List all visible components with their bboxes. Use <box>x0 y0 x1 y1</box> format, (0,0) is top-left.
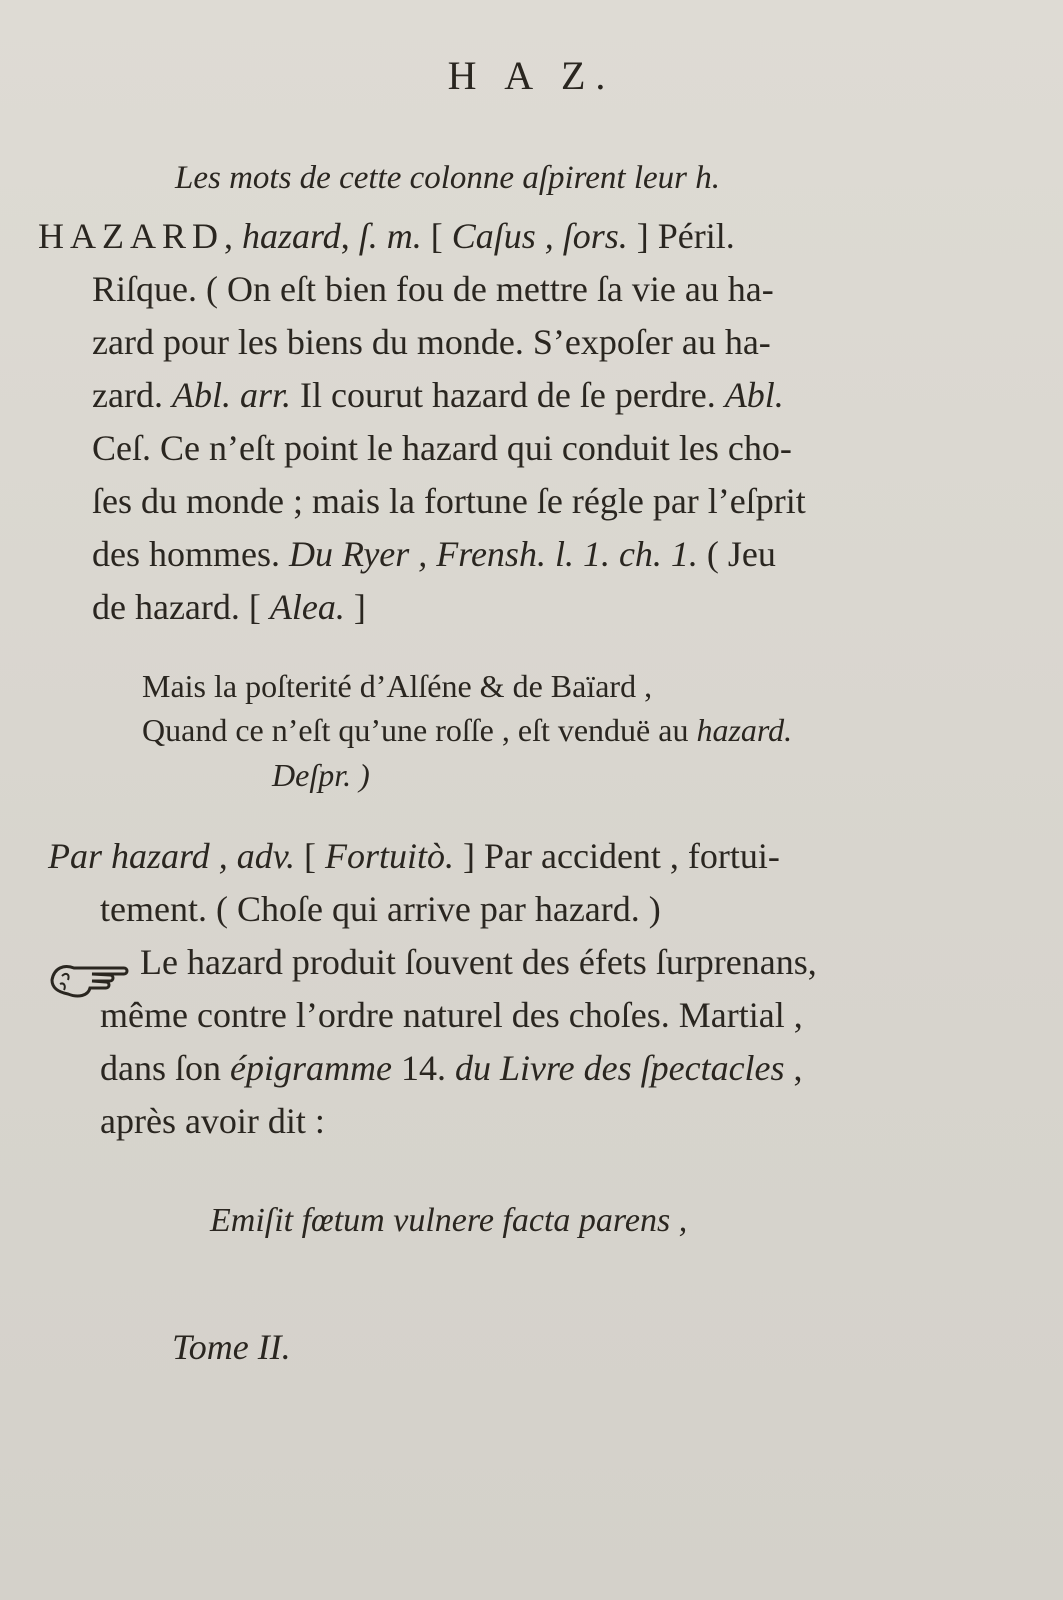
citation-du-ryer: Du Ryer , Frensh. l. 1. ch. 1. <box>288 534 698 574</box>
part-of-speech: ſ. m. <box>358 216 422 256</box>
headword-hazard: HAZARD <box>38 216 224 256</box>
remark-line-4: après avoir dit : <box>100 1101 325 1141</box>
entry-hazard-first-line: HAZARD, hazard, ſ. m. [ Caſus , ſors. ] Péril. <box>38 216 735 256</box>
aspiration-note: Les mots de cette colonne aſpirent leur h. <box>175 160 720 196</box>
part-of-speech: , adv. <box>209 836 295 876</box>
entry-hazard-line-7: des hommes. Du Ryer , Frensh. l. 1. ch. 1. ( Jeu <box>92 534 776 574</box>
latin-equivalent: Caſus , ſors. <box>451 216 628 256</box>
page-header: H A Z. <box>447 53 616 98</box>
verse-attribution: Deſpr. ) <box>272 757 370 793</box>
headword-variant: hazard <box>242 216 341 256</box>
entry-par-hazard-line-2: tement. ( Choſe qui arrive par hazard. ) <box>100 889 661 929</box>
remark-line-1: Le hazard produit ſouvent des éfets ſurprenans, <box>140 942 817 982</box>
remark-line-3: dans ſon épigramme 14. du Livre des ſpectacles , <box>100 1048 803 1088</box>
headword-par-hazard: Par hazard <box>48 836 210 876</box>
citation-abbrev: Abl. <box>724 375 784 415</box>
entry-hazard-line-4: zard. Abl. arr. Il courut hazard de ſe perdre. Abl. <box>92 375 784 415</box>
entry-hazard-line-5: Ceſ. Ce n’eſt point le hazard qui conduit les cho- <box>92 428 792 468</box>
latin-quotation: Emiſit fœtum vulnere facta parens , <box>210 1202 688 1239</box>
citation-abbrev: Abl. arr. <box>171 375 291 415</box>
verse-line-1: Mais la poſterité d’Alſéne & de Baïard , <box>142 668 653 704</box>
remark-line-2: même contre l’ordre naturel des choſes. Martial , <box>100 995 803 1035</box>
entry-hazard-line-6: ſes du monde ; mais la fortune ſe régle par l’eſprit <box>92 481 806 521</box>
entry-hazard-line-8: de hazard. [ Alea. ] <box>92 587 366 627</box>
latin-equivalent: Fortuitò. <box>325 836 455 876</box>
entry-par-hazard-first-line: Par hazard , adv. [ Fortuitò. ] Par accident , fortui- <box>48 836 780 876</box>
entry-hazard-line-2: Riſque. ( On eſt bien fou de mettre ſa vie au ha- <box>92 269 774 309</box>
latin-alea: Alea. <box>269 587 345 627</box>
definition-start: Péril. <box>657 216 735 256</box>
volume-signature: Tome II. <box>172 1327 291 1367</box>
verse-line-2: Quand ce n’eſt qu’une roſſe , eſt venduë au hazard. <box>142 712 793 748</box>
entry-hazard-line-3: zard pour les biens du monde. S’expoſer au ha- <box>92 322 771 362</box>
